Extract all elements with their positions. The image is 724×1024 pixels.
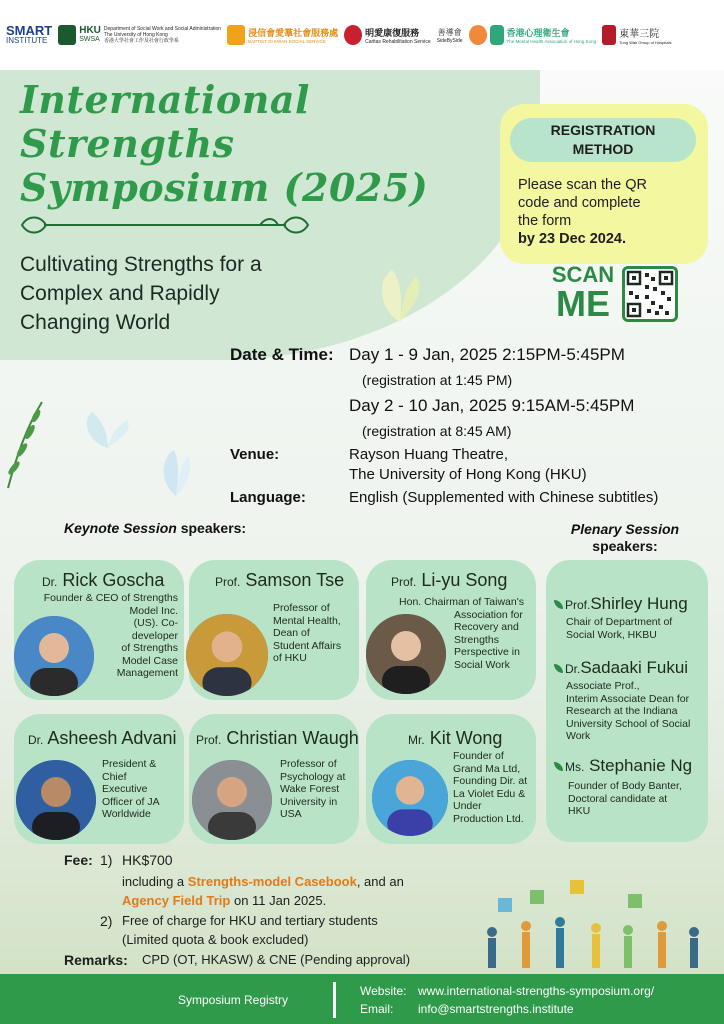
speaker-description: Founder of Grand Ma Ltd, Founding Dir. at La Violet Edu & Under Production Ltd. — [453, 750, 528, 825]
portrait-icon — [366, 614, 446, 694]
portrait-icon — [14, 616, 94, 696]
hku-swsa-logo: HKU SWSA Department of Social Work and Social Administration The University of Hong Kong 香港大學社會工作及社會行政學系 — [58, 25, 221, 45]
portrait-icon — [16, 760, 96, 840]
leaf-divider-icon — [20, 212, 310, 238]
sidebyside-logo: 善導會 SideBySide — [436, 27, 463, 44]
speaker-photo — [16, 760, 96, 840]
day2-time: Day 2 - 10 Jan, 2025 9:15AM-5:45PM — [349, 396, 635, 415]
datetime-label: Date & Time: — [230, 345, 334, 364]
plenary-speakers-card — [546, 560, 708, 842]
scan-me-label: SCAN ME — [551, 262, 615, 324]
footer-symposium-registry: Symposium Registry — [178, 993, 289, 1007]
registration-box — [500, 104, 708, 264]
leaf-branch-icon — [2, 398, 46, 490]
footer-bar — [0, 974, 724, 1024]
website-label: Website: — [360, 984, 407, 998]
registration-qr-code[interactable] — [622, 266, 678, 322]
speaker-name: Dr.Sadaaki Fukui — [554, 658, 688, 678]
venue-line2: The University of Hong Kong (HKU) — [349, 466, 587, 483]
email-link[interactable]: info@smartstrengths.institute — [418, 1002, 574, 1016]
mha-mark-icon — [469, 25, 487, 45]
mental-health-association-logo: 香港心理衛生會 The Mental Health Association of Hong Kong — [469, 25, 597, 45]
fee-item2-number: 2) — [100, 913, 113, 929]
qr-code-icon — [625, 269, 675, 319]
event-title: International Strengths Symposium (2025) — [20, 77, 429, 210]
language-value: English (Supplemented with Chinese subtitles) — [349, 489, 659, 506]
event-subtitle: Cultivating Strengths for a Complex and Rapidly Changing World — [20, 253, 262, 334]
speaker-description: Founder & CEO of Strengths Model Inc. (US). Co- developer of Strengths Model Case Management — [43, 592, 178, 679]
day2-registration-time: (registration at 8:45 AM) — [362, 423, 512, 439]
mha-leaf-icon — [490, 25, 504, 45]
butterfly-icon — [372, 262, 428, 332]
keynote-heading: Keynote Session speakers: — [64, 520, 247, 536]
plenary-heading: Plenary Session speakers: — [570, 521, 680, 554]
registration-heading: REGISTRATION METHOD — [510, 118, 696, 162]
speaker-photo — [192, 760, 272, 840]
baptist-oi-kwan-logo: 浸信會愛羣社會服務處 BAPTIST OI KWAN SOCIAL SERVICE — [227, 25, 338, 45]
speaker-description: Founder of Body Banter, Doctoral candidate at HKU — [568, 780, 682, 817]
registration-instructions: Please scan the QR code and complete the form by 23 Dec 2024. — [518, 176, 700, 248]
speaker-description: President & Chief Executive Officer of JA Worldwide — [102, 758, 160, 820]
speaker-description: Hon. Chairman of Taiwan's Association for Recovery and Strengths Perspective in Social Work — [399, 596, 524, 671]
baptist-mark-icon — [227, 25, 245, 45]
speaker-photo — [14, 616, 94, 696]
speaker-name: Prof. Samson Tse — [215, 570, 345, 590]
language-label: Language: — [230, 489, 306, 506]
speaker-photo — [186, 614, 268, 696]
butterfly-icon — [78, 408, 134, 454]
speaker-description: Professor of Psychology at Wake Forest University in USA — [280, 758, 346, 820]
fee-label: Fee: — [64, 852, 93, 868]
hku-crest-icon — [58, 25, 76, 45]
remarks-label: Remarks: — [64, 952, 128, 968]
day1-time: Day 1 - 9 Jan, 2025 2:15PM-5:45PM — [349, 345, 625, 364]
speaker-description: Associate Prof., Interim Associate Dean for Research at the Indiana University School of Social Work — [566, 680, 691, 742]
speaker-name: Mr. Kit Wong — [408, 728, 503, 748]
smart-institute-logo: SMART INSTITUTE — [6, 23, 53, 45]
speaker-name: Dr. Asheesh Advani — [28, 728, 177, 748]
email-label: Email: — [360, 1002, 394, 1016]
speaker-name: Dr. Rick Goscha — [42, 570, 165, 590]
fee-item2-line2: (Limited quota & book excluded) — [122, 932, 309, 947]
people-puzzle-illustration-icon — [478, 876, 714, 974]
registration-deadline: by 23 Dec 2024. — [518, 231, 627, 247]
portrait-icon — [192, 760, 272, 840]
tung-wah-logo: 東華三院 Tung Wah Group of Hospitals — [602, 25, 671, 45]
day1-registration-time: (registration at 1:45 PM) — [362, 372, 513, 388]
footer-divider — [333, 982, 336, 1018]
speaker-name: Prof.Shirley Hung — [554, 594, 688, 614]
casebook-highlight: Strengths-model Casebook — [187, 874, 357, 889]
leaf-bullet-icon — [554, 762, 563, 771]
remarks-value: CPD (OT, HKASW) & CNE (Pending approval) — [142, 952, 411, 967]
speaker-description: Chair of Department of Social Work, HKBU — [566, 616, 673, 641]
website-link[interactable]: www.international-strengths-symposium.org/ — [418, 984, 655, 998]
speaker-name: Ms. Stephanie Ng — [554, 756, 692, 776]
fee-item2-line1: Free of charge for HKU and tertiary students — [122, 913, 378, 928]
field-trip-line: Agency Field Trip on 11 Jan 2025. — [122, 893, 327, 908]
tung-wah-crest-icon — [602, 25, 616, 45]
venue-label: Venue: — [230, 446, 280, 463]
fee-amount: HK$700 — [122, 852, 173, 868]
portrait-icon — [186, 614, 268, 696]
portrait-icon — [372, 760, 448, 836]
butterfly-icon — [156, 446, 196, 500]
speaker-photo — [372, 760, 448, 836]
speaker-name: Prof. Li-yu Song — [391, 570, 508, 590]
leaf-bullet-icon — [554, 600, 563, 609]
fee-item1-number: 1) — [100, 852, 113, 868]
speaker-name: Prof. Christian Waugh — [196, 728, 359, 748]
field-trip-highlight: Agency Field Trip — [122, 893, 231, 908]
partner-logo-bar — [0, 0, 724, 70]
caritas-logo: 明愛康復服務 Caritas Rehabilitation Service — [344, 25, 431, 45]
speaker-photo — [366, 614, 446, 694]
venue-line1: Rayson Huang Theatre, — [349, 446, 508, 463]
leaf-bullet-icon — [554, 664, 563, 673]
fee-inclusion-line: including a Strengths-model Casebook, and an — [122, 874, 404, 889]
caritas-flame-icon — [344, 25, 362, 45]
speaker-description: Professor of Mental Health, Dean of Student Affairs of HKU — [273, 602, 342, 664]
